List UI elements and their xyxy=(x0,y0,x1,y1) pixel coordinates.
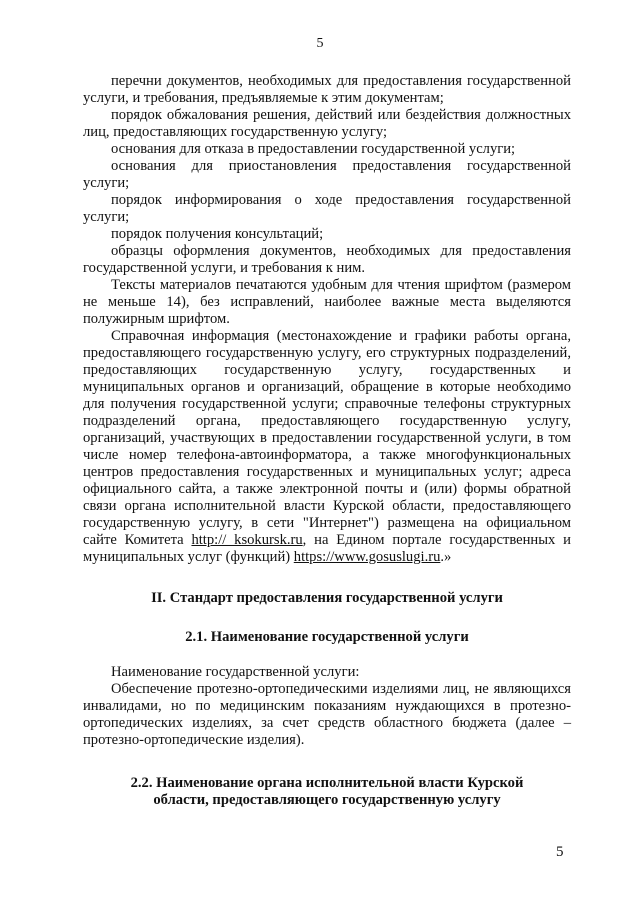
font-requirements-paragraph: Тексты материалов печатаются удобным для чтения шрифтом (размером не меньше 14), без исправлений, наиболее важные места выделяются полужирным шрифтом. xyxy=(83,277,571,327)
page-number-top: 5 xyxy=(316,36,324,51)
page-number-bottom: 5 xyxy=(556,844,564,860)
list-item: основания для приостановления предоставления государственной услуги; xyxy=(83,158,571,191)
committee-site-link[interactable]: http:// ksokursk.ru xyxy=(191,532,303,548)
reference-info-text-2: , на Едином портале государственных и муниципальных услуг (функций) xyxy=(83,532,571,565)
list-item: порядок информирования о ходе предоставления государственной услуги; xyxy=(83,192,571,225)
list-item: перечни документов, необходимых для предоставления государственной услуги, и требования, предъявляемые к этим документам; xyxy=(83,73,571,106)
list-item: образцы оформления документов, необходимых для предоставления государственной услуги, и требования к ним. xyxy=(83,243,571,276)
list-item: основания для отказа в предоставлении государственной услуги; xyxy=(111,141,516,157)
subsection-heading-line: 2.2. Наименование органа исполнительной власти Курской xyxy=(130,775,524,791)
service-name-text: Обеспечение протезно-ортопедическими изделиями лиц, не являющихся инвалидами, но по медицинским показаниям нуждающихся в протезно-ортопедических изделиях, за счет средств областного бюджета (далее – протезно-ортопедические изделия). xyxy=(83,681,571,748)
subsection-heading-2-2 xyxy=(83,775,571,809)
reference-info-paragraph xyxy=(83,328,571,566)
subsection-heading-2-1: 2.1. Наименование государственной услуги xyxy=(185,629,469,645)
reference-info-text-3: .» xyxy=(440,549,452,565)
list-item: порядок получения консультаций; xyxy=(111,226,324,242)
list-item: порядок обжалования решения, действий или бездействия должностных лиц, предоставляющих государственную услугу; xyxy=(83,107,571,140)
page-content xyxy=(83,73,571,809)
section-heading: II. Стандарт предоставления государственной услуги xyxy=(151,590,503,606)
subsection-heading-line: области, предоставляющего государственную услугу xyxy=(153,792,501,808)
gosuslugi-link[interactable]: https://www.gosuslugi.ru xyxy=(293,549,441,565)
reference-info-text: Справочная информация (местонахождение и графики работы органа, предоставляющего государственную услугу, его структурных подразделений, предоставляющих государственную услугу, государственных и муниципальных органов и организаций, обращение в которые необходимо для получения государственной услуги; справочные телефоны структурных подразделений органа, предоставляющего государственную услугу, организаций, участвующих в предоставлении государственной услуги, в том числе номер телефона-автоинформатора, а также многофункциональных центров предоставления государственных и муниципальных услуг; адреса официального сайта, а также электронной почты и (или) формы обратной связи органа исполнительной власти Курской области, предоставляющего государственную услугу, в сети "Интернет") размещена на официальном сайте Комитета xyxy=(83,328,571,548)
service-name-lead: Наименование государственной услуги: xyxy=(111,664,360,680)
